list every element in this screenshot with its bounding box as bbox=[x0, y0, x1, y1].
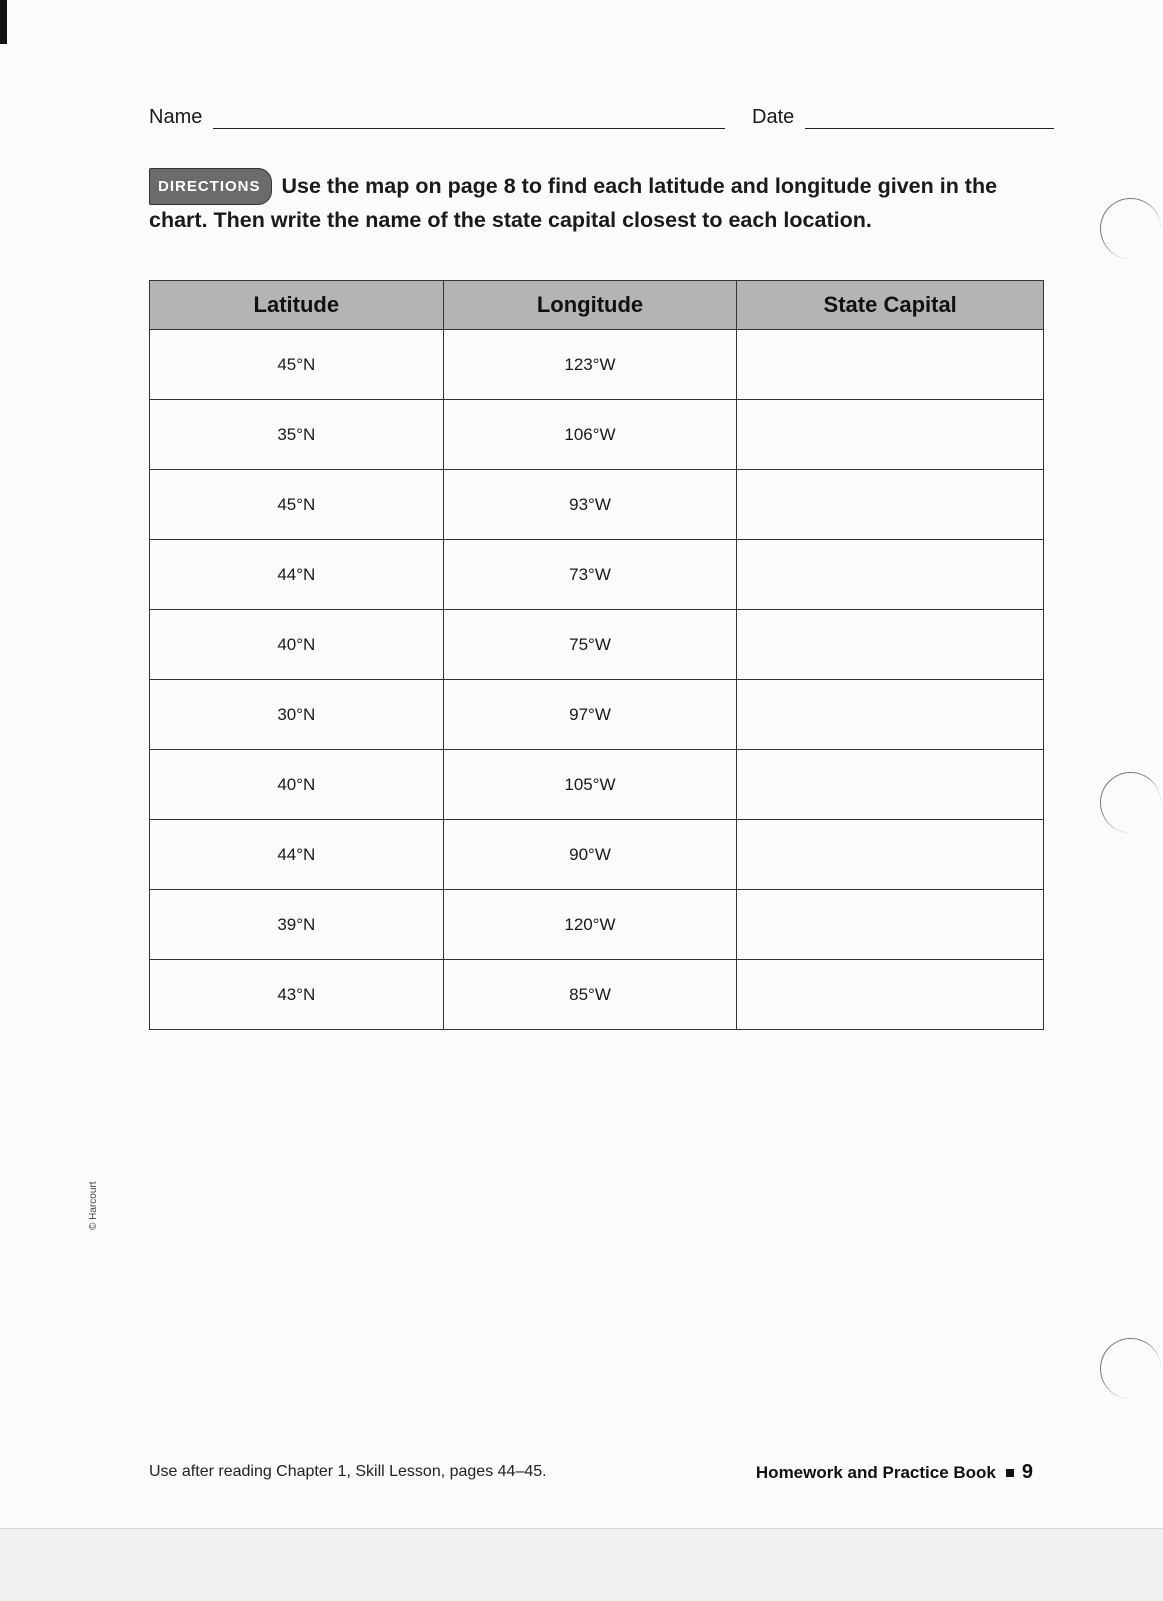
table-row bbox=[150, 400, 1044, 470]
table-row bbox=[150, 820, 1044, 890]
table-row bbox=[150, 890, 1044, 960]
scan-edge-mark bbox=[0, 0, 7, 44]
table-row bbox=[150, 540, 1044, 610]
state-capital-cell[interactable] bbox=[737, 470, 1044, 540]
state-capital-cell[interactable] bbox=[737, 400, 1044, 470]
longitude-cell: 75°W bbox=[443, 610, 737, 680]
table-row bbox=[150, 470, 1044, 540]
binder-hole bbox=[1100, 198, 1161, 259]
table-row bbox=[150, 610, 1044, 680]
latitude-cell: 35°N bbox=[150, 400, 444, 470]
latitude-cell: 44°N bbox=[150, 540, 444, 610]
latitude-cell: 40°N bbox=[150, 750, 444, 820]
longitude-cell: 85°W bbox=[443, 960, 737, 1030]
longitude-cell: 123°W bbox=[443, 330, 737, 400]
state-capital-cell[interactable] bbox=[737, 540, 1044, 610]
latitude-cell: 30°N bbox=[150, 680, 444, 750]
longitude-cell: 97°W bbox=[443, 680, 737, 750]
directions bbox=[149, 168, 1029, 236]
copyright-notice: © Harcourt bbox=[88, 1181, 99, 1230]
state-capital-cell[interactable] bbox=[737, 680, 1044, 750]
longitude-cell: 106°W bbox=[443, 400, 737, 470]
table-header-row bbox=[150, 281, 1044, 330]
longitude-cell: 90°W bbox=[443, 820, 737, 890]
name-label: Name bbox=[149, 106, 203, 128]
page-number: 9 bbox=[1021, 1461, 1033, 1483]
date-label: Date bbox=[752, 106, 795, 128]
square-bullet-icon bbox=[1006, 1469, 1014, 1477]
name-date-row bbox=[149, 106, 1054, 134]
latitude-cell: 44°N bbox=[150, 820, 444, 890]
longitude-cell: 93°W bbox=[443, 470, 737, 540]
book-title: Homework and Practice Book bbox=[755, 1463, 996, 1482]
name-line[interactable] bbox=[213, 128, 725, 129]
state-capital-cell[interactable] bbox=[737, 330, 1044, 400]
header-latitude: Latitude bbox=[150, 281, 444, 330]
binder-hole bbox=[1100, 1338, 1161, 1399]
longitude-cell: 73°W bbox=[443, 540, 737, 610]
table-row bbox=[150, 330, 1044, 400]
state-capital-cell[interactable] bbox=[737, 890, 1044, 960]
latitude-cell: 39°N bbox=[150, 890, 444, 960]
table-row bbox=[150, 960, 1044, 1030]
state-capital-cell[interactable] bbox=[737, 610, 1044, 680]
latitude-longitude-chart bbox=[149, 280, 1044, 1030]
scan-bottom-band bbox=[0, 1528, 1163, 1601]
longitude-cell: 105°W bbox=[443, 750, 737, 820]
binder-hole bbox=[1100, 772, 1161, 833]
longitude-cell: 120°W bbox=[443, 890, 737, 960]
table-row bbox=[150, 750, 1044, 820]
date-line[interactable] bbox=[805, 128, 1054, 129]
directions-text: Use the map on page 8 to find each latitude and longitude given in the chart. Then write the name of the state capital closest to each location. bbox=[149, 174, 998, 232]
table-row bbox=[150, 680, 1044, 750]
header-state-capital: State Capital bbox=[737, 281, 1044, 330]
footer-book-title bbox=[756, 1461, 1033, 1484]
latitude-cell: 43°N bbox=[150, 960, 444, 1030]
footer-instructions: Use after reading Chapter 1, Skill Lesson, pages 44–45. bbox=[149, 1463, 547, 1480]
latitude-cell: 40°N bbox=[150, 610, 444, 680]
state-capital-cell[interactable] bbox=[737, 960, 1044, 1030]
latitude-cell: 45°N bbox=[150, 470, 444, 540]
header-longitude: Longitude bbox=[443, 281, 737, 330]
directions-badge: DIRECTIONS bbox=[149, 168, 272, 205]
state-capital-cell[interactable] bbox=[737, 820, 1044, 890]
state-capital-cell[interactable] bbox=[737, 750, 1044, 820]
latitude-cell: 45°N bbox=[150, 330, 444, 400]
